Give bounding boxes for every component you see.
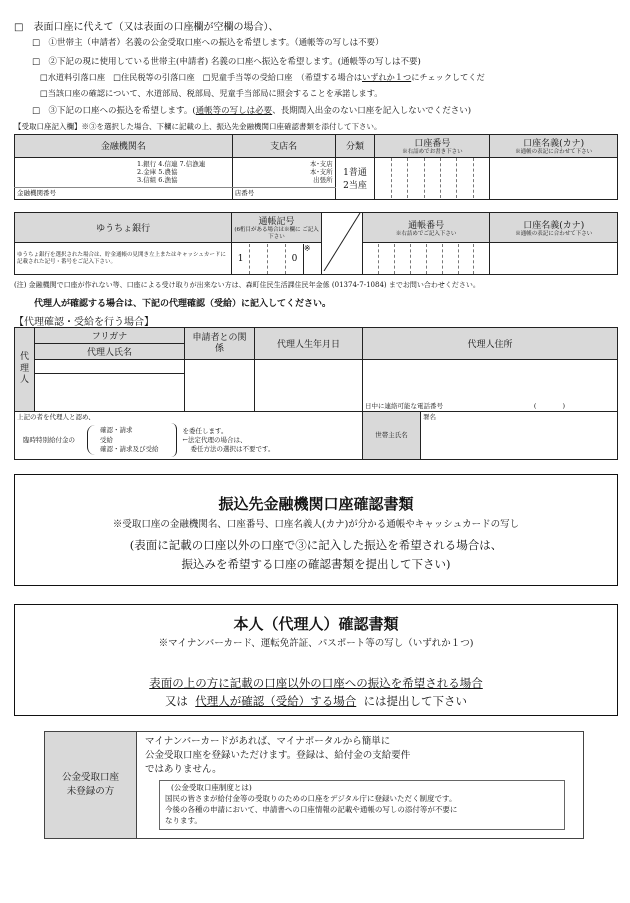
- id-doc-line-3b: には提出して下さい: [363, 694, 468, 708]
- bank-doc-line-1: ※受取口座の金融機関名、口座番号、口座名義人(カナ)が分かる通帳やキャッシュカードの写し: [112, 519, 520, 530]
- yucho-holder-cell[interactable]: [490, 243, 618, 275]
- info-sub-1: 国民の皆さまが給付金等の受取りのための口座をデジタル庁に登録いただく制度です。: [165, 794, 457, 804]
- yucho-holder-note: ※通帳の表記に合わせて下さい: [515, 230, 593, 237]
- delegate-opt-1[interactable]: 確認・請求: [100, 426, 133, 435]
- name-header: 代理人氏名: [35, 344, 185, 360]
- yucho-holder-label: 口座名義(カナ): [523, 220, 585, 231]
- proxy-notice: 代理人が確認する場合は、下記の代理確認（受給）に記入してください。: [34, 299, 332, 309]
- account-holder-cell[interactable]: [490, 157, 618, 199]
- kigo-note: (6桁目がある場合は※欄に ご記入下さい: [234, 227, 319, 241]
- bank-name-header: 金融機関名: [15, 135, 233, 158]
- account-number-header: [375, 135, 490, 158]
- opt-2-sub-u: いずれか１つ: [362, 72, 412, 82]
- bank-name-cell[interactable]: [15, 157, 233, 187]
- info-label-2: 未登録の方: [66, 786, 115, 797]
- relation-input[interactable]: [185, 360, 255, 412]
- info-subbox: [159, 780, 565, 830]
- info-label: [45, 732, 137, 838]
- account-number-cell[interactable]: [375, 157, 490, 199]
- delegate-line-2: 臨時特別給付金の: [23, 436, 75, 445]
- phone-label: 日中に連絡可能な電話番号: [365, 401, 443, 410]
- opt-2-sub[interactable]: [40, 72, 485, 83]
- delegate-line-1: 上記の者を代理人と認め、: [17, 413, 95, 421]
- info-sub-2: 今後の各種の申請において、申請書への口座情報の記載や通帳の写しの添付等が不要に: [165, 805, 458, 815]
- phone-paren: ( ): [533, 401, 565, 410]
- public-account-info: [44, 731, 584, 839]
- bank-types-2: 2.金庫 5.農協: [137, 168, 178, 177]
- info-body: [137, 732, 583, 838]
- bango-note: ※右詰めでご記入下さい: [395, 230, 457, 237]
- bango-cell[interactable]: [362, 243, 490, 275]
- type-cell[interactable]: [335, 157, 375, 199]
- type-2: 2当座: [343, 181, 367, 192]
- opt-3-u: 通帳等の写しは必要: [195, 106, 273, 116]
- id-doc-title: 本人（代理人）確認書類: [233, 615, 399, 633]
- account-holder-header: [490, 135, 618, 158]
- info-sub-3: なります。: [165, 815, 202, 825]
- account-holder-label: 口座名義(カナ): [523, 139, 585, 149]
- proxy-header: 【代理確認・受給を行う場合】: [14, 317, 154, 328]
- id-doc-line-3a: 又は: [164, 694, 188, 708]
- bank-doc-title: 振込先金融機関口座確認書類: [218, 495, 414, 513]
- bango-label: 通帳番号: [408, 220, 445, 231]
- proxy-table: [14, 327, 618, 460]
- branch-types-1: 本･支店: [309, 159, 333, 168]
- bango-header: [362, 213, 490, 243]
- opt-2[interactable]: □ ②下記の現に使用している世帯主(申請者) 名義の口座へ振込を希望します。(通帳等の写しは不要): [32, 57, 421, 67]
- account-holder-note: ※通帳の表記に合わせて下さい: [515, 149, 593, 155]
- id-doc-line-3: [15, 693, 617, 709]
- kigo-mark: ※: [303, 244, 321, 274]
- furigana-input[interactable]: [35, 360, 185, 374]
- bank-code-label: 金融機関番号: [17, 189, 56, 198]
- delegate-opt-2[interactable]: 受給: [100, 435, 113, 444]
- info-sub-0: (公金受取口座制度とは): [171, 783, 252, 793]
- contact-notice: (注) 金融機関で口座が作れない等、口座による受け取りが出来ない方は、森町住民生活課住民年金係 (01374-7-1084) までお問い合わせください。: [14, 281, 480, 289]
- id-doc-line-2: 表面の上の方に記載の口座以外の口座への振込を希望される場合: [149, 676, 483, 690]
- diagonal-slash: [322, 213, 362, 271]
- branch-name-header: 支店名: [232, 135, 335, 158]
- delegate-opt-3[interactable]: 確認・請求及び受給: [100, 444, 159, 453]
- yucho-table: [14, 212, 618, 275]
- branch-code-label: 店番号: [234, 189, 255, 198]
- birth-header: 代理人生年月日: [255, 328, 363, 360]
- proxy-side-label: 代理人: [15, 328, 35, 412]
- bank-doc-line-3: 振込みを希望する口座の確認書類を提出して下さい): [181, 557, 451, 571]
- address-input[interactable]: [363, 360, 618, 412]
- opt-2-consent[interactable]: □当該口座の確認について、水道部局、税部局、児童手当部局に照会することを承諾します。: [40, 88, 383, 98]
- opt-2-sub-a: □水道料引落口座 □住民税等の引落口座 □児童手当等の受給口座 （希望する場合は: [40, 72, 363, 82]
- bank-types-3: 3.信組 6.漁協: [137, 176, 178, 185]
- info-text-3: ではありません。: [145, 763, 222, 775]
- opt-3-a: □ ③下記の口座への振込を希望します。(: [32, 106, 196, 116]
- opt-3-b: 、長期間入出金のない口座を記入しないでください): [272, 106, 472, 116]
- account-number-note: ※右詰めでお書き下さい: [402, 149, 463, 155]
- opt-2-sub-b: にチェックしてくだ: [411, 72, 485, 82]
- bank-account-table: [14, 134, 618, 200]
- branch-types-3: 出張所: [313, 176, 333, 185]
- yucho-note: ゆうちょ銀行を選択された場合は、貯金通帳の見開き左上またはキャッシュカードに記載された記号・番号をご記入下さい。: [15, 243, 232, 275]
- info-text-2: 公金受取口座を登録いただけます。登録は、給付金の支給要件: [145, 749, 411, 761]
- bank-code-cell[interactable]: [15, 187, 233, 199]
- address-header: 代理人住所: [363, 328, 618, 360]
- entrust-2: ←法定代理の場合は、: [182, 435, 247, 444]
- account-section-label: 【受取口座記入欄】※③を選択した場合、下欄に記載の上、振込先金融機関口座確認書類を添付して下さい。: [14, 122, 382, 131]
- kigo-header: [232, 213, 322, 243]
- signature-label: 署名: [423, 413, 436, 421]
- opt-1[interactable]: □ ①世帯主（申請者）名義の公金受取口座への振込を希望します。（通帳等の写しは不要）: [32, 38, 384, 48]
- yucho-title: ゆうちょ銀行: [15, 213, 232, 243]
- info-text-1: マイナンバーカードがあれば、マイナポータルから簡単に: [145, 736, 391, 747]
- branch-types-2: 本･支所: [309, 168, 333, 177]
- head-name-header: 世帯主氏名: [363, 412, 421, 460]
- id-doc-box: [14, 604, 618, 716]
- type-1: 1普通: [343, 168, 367, 179]
- entrust-3: 委任方法の選択は不要です。: [190, 444, 275, 453]
- relation-header: 申請者との関係: [185, 328, 255, 360]
- opt-3[interactable]: [32, 104, 471, 116]
- branch-name-cell[interactable]: [232, 157, 335, 187]
- account-number-label: 口座番号: [414, 139, 451, 149]
- furigana-header: フリガナ: [35, 328, 185, 344]
- opt-intro[interactable]: □ 表面口座に代えて（又は表面の口座欄が空欄の場合）、: [14, 22, 279, 33]
- kigo-label: 通帳記号: [258, 217, 295, 228]
- signature-cell[interactable]: [421, 412, 618, 460]
- bank-types-1: 1.銀行 4.信連 7.信漁連: [137, 159, 206, 168]
- birth-input[interactable]: [255, 360, 363, 412]
- bank-doc-line-2: (表面に記載の口座以外の口座で③に記入した振込を希望される場合は、: [129, 538, 503, 552]
- branch-code-cell[interactable]: [232, 187, 335, 199]
- kigo-digit-0: 0: [285, 244, 303, 274]
- kigo-digit-1: 1: [237, 253, 244, 264]
- entrust-1: を委任します。: [182, 426, 228, 435]
- bank-doc-box: [14, 474, 618, 586]
- info-label-1: 公金受取口座: [61, 771, 119, 783]
- name-input[interactable]: [35, 374, 185, 412]
- kigo-cell[interactable]: [232, 243, 322, 275]
- type-header: 分類: [335, 135, 375, 158]
- yucho-diagonal: [321, 213, 362, 275]
- id-doc-line-1: ※マイナンバーカード、運転免許証、パスポート等の写し（いずれか１つ): [158, 638, 474, 649]
- yucho-holder-header: [490, 213, 618, 243]
- id-doc-line-3u: 代理人が確認（受給）する場合: [195, 694, 357, 708]
- delegation-cell: [15, 412, 363, 460]
